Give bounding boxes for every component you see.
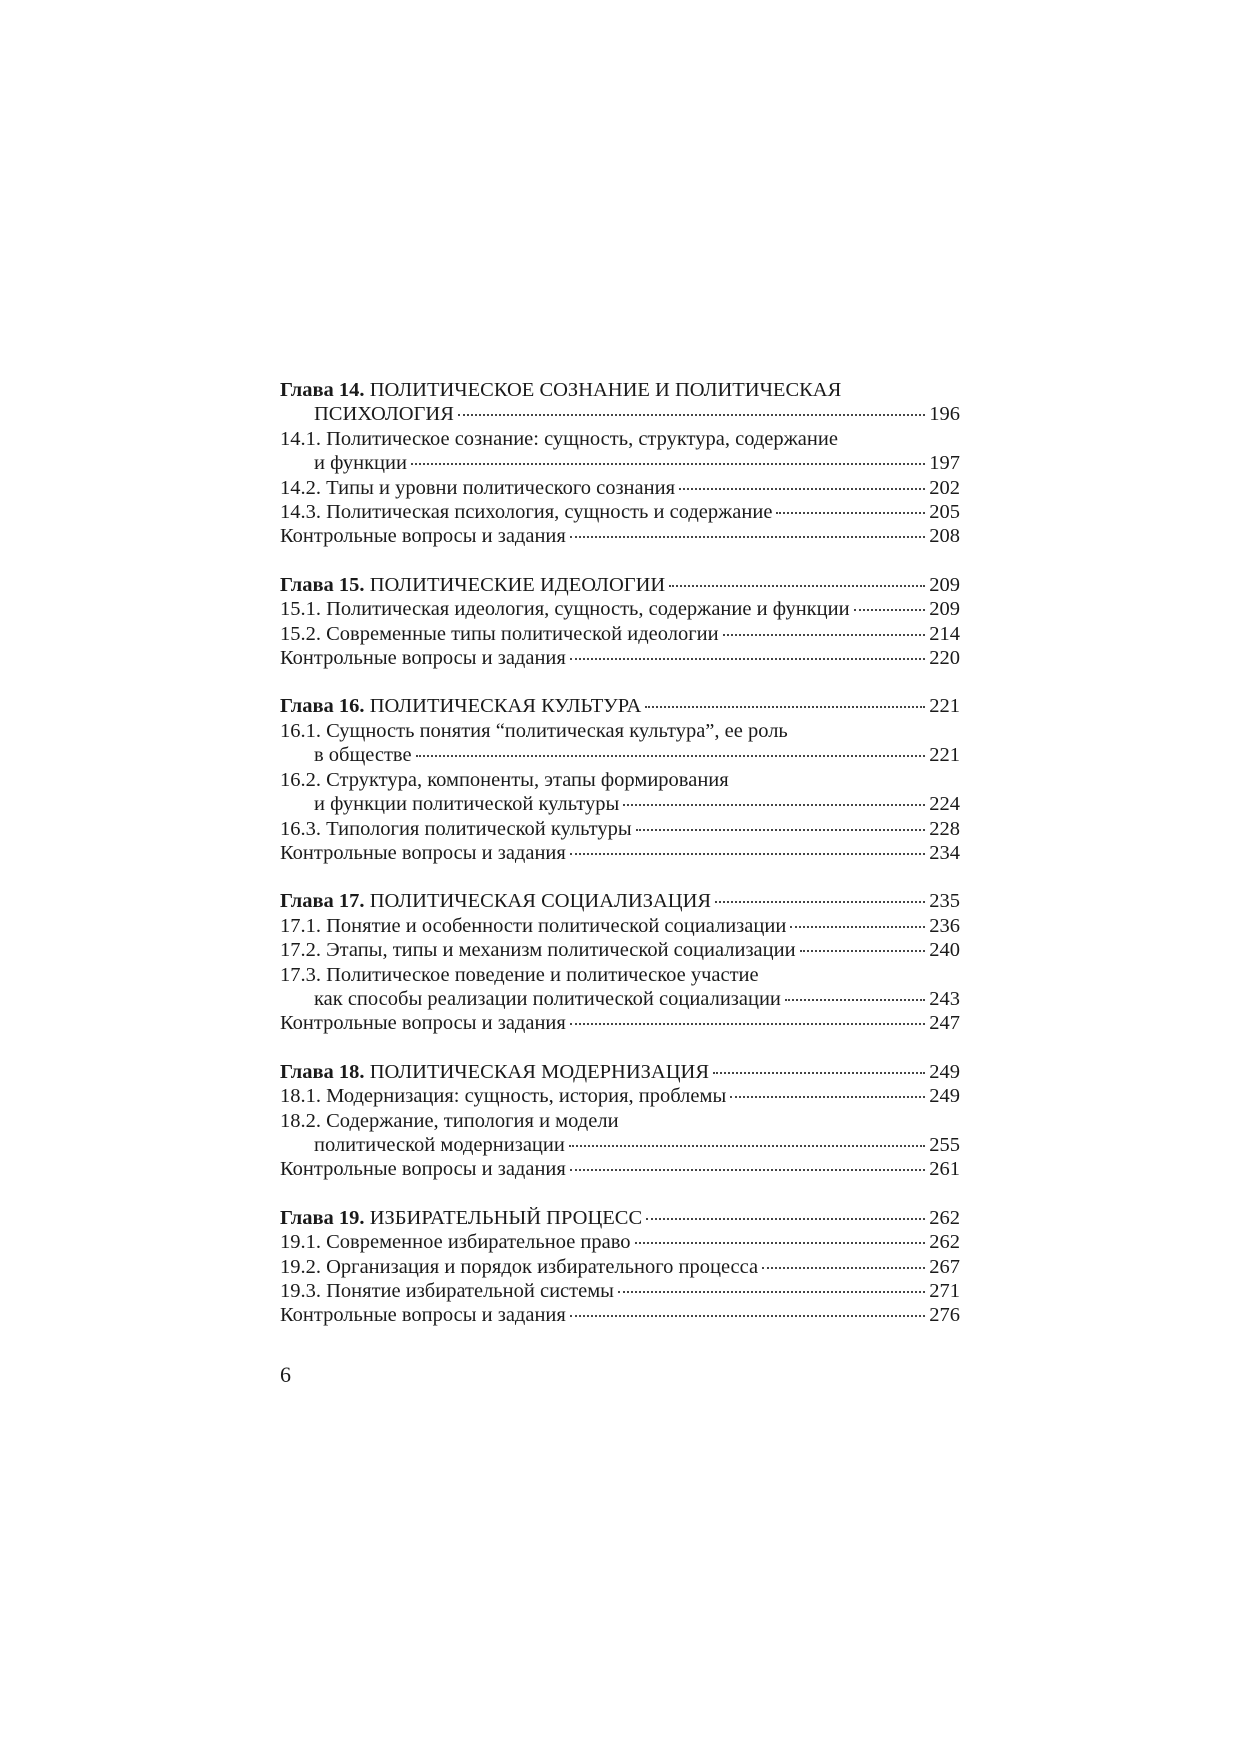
page-ref: 276 [929,1304,960,1327]
entry-title: 19.1. Современное избирательное право [280,1231,631,1254]
toc-entry-text [280,1206,642,1230]
toc-line [280,427,960,451]
dot-leader [618,1291,925,1293]
entry-title: 14.1. Политическое сознание: сущность, структура, содержание [280,427,838,450]
page-ref: 208 [929,525,960,548]
page-ref: 255 [929,1133,960,1156]
toc-line [280,1230,960,1254]
entry-title: 16.1. Сущность понятия “политическая культура”, ее роль [280,719,788,742]
entry-title: 15.1. Политическая идеология, сущность, содержание и функции [280,598,850,621]
chapter-label: Глава 15. [280,573,365,596]
dot-leader [715,901,925,903]
entry-title: 18.2. Содержание, типология и модели [280,1109,619,1132]
page-ref: 220 [929,647,960,670]
toc-entry-text [280,427,838,451]
entry-title: 16.2. Структура, компоненты, этапы формирования [280,768,729,791]
entry-title: и функции политической культуры [314,793,620,816]
toc-entry-text [280,817,632,841]
dot-leader [570,1169,925,1171]
chapter-block [280,1206,960,1328]
dot-leader [570,1315,925,1317]
dot-leader [570,536,925,538]
entry-title: ПОЛИТИЧЕСКОЕ СОЗНАНИЕ И ПОЛИТИЧЕСКАЯ [364,379,842,401]
toc-line [280,597,960,621]
chapter-label: Глава 19. [280,1206,365,1229]
dot-leader [723,634,926,636]
toc-entry-text [280,938,796,962]
page-ref: 214 [929,622,960,645]
toc-line [280,402,960,426]
dot-leader [623,804,925,806]
toc-entry-text [280,1084,726,1108]
toc-entry-text [280,1255,758,1279]
dot-leader [669,585,925,587]
toc-line [280,914,960,938]
toc-line [280,987,960,1011]
toc-entry-text [314,1133,565,1157]
toc-entry-text [314,987,781,1011]
entry-title: ПОЛИТИЧЕСКАЯ СОЦИАЛИЗАЦИЯ [364,890,712,913]
chapter-block [280,573,960,671]
page-number: 6 [280,1362,291,1387]
toc-entry-text [280,1011,566,1035]
page-ref: 243 [929,987,960,1010]
chapter-block [280,889,960,1035]
toc-line [280,1157,960,1181]
toc-line [280,1011,960,1035]
dot-leader [569,1145,925,1147]
dot-leader [790,926,925,928]
toc-line [280,524,960,548]
entry-title: 19.2. Организация и порядок избирательного процесса [280,1255,759,1278]
toc-entry-text [280,914,786,938]
page-ref: 224 [929,793,960,816]
page-ref: 267 [929,1255,960,1278]
toc-entry-text [280,889,711,913]
toc-line [280,1279,960,1303]
page-ref: 247 [929,1012,960,1035]
toc-line [280,938,960,962]
entry-title: 18.1. Модернизация: сущность, история, проблемы [280,1085,727,1108]
page-ref: 202 [929,476,960,499]
toc-entry-text [280,573,665,597]
entry-title: и функции [314,452,407,475]
toc-line [280,1255,960,1279]
dot-leader [854,609,926,611]
toc-line [280,378,960,402]
toc-entry-text [280,694,641,718]
chapter-label: Глава 17. [280,890,365,913]
entry-title: 14.2. Типы и уровни политического сознания [280,476,675,499]
dot-leader [785,999,925,1001]
page-ref: 240 [929,939,960,962]
page-ref: 234 [929,841,960,864]
dot-leader [458,414,925,416]
entry-title: Контрольные вопросы и задания [280,525,566,548]
toc-line [280,719,960,743]
page-ref: 249 [929,1060,960,1083]
dot-leader [776,512,925,514]
toc-line [280,694,960,718]
toc-line [280,500,960,524]
toc-line [280,817,960,841]
toc-line [280,1206,960,1230]
toc-line [280,1084,960,1108]
chapter-label: Глава 18. [280,1060,365,1083]
entry-title: 16.3. Типология политической культуры [280,817,632,840]
entry-title: Контрольные вопросы и задания [280,841,566,864]
toc-entry-text [280,622,719,646]
toc-line [280,768,960,792]
toc-line [280,646,960,670]
toc-entry-text [280,378,841,402]
page-ref: 221 [929,744,960,767]
chapter-label: Глава 14. [280,379,365,401]
toc-line [280,792,960,816]
entry-title: 15.2. Современные типы политической идеологии [280,622,719,645]
table-of-contents [280,378,960,1352]
entry-title: ПСИХОЛОГИЯ [314,403,454,426]
toc-line [280,476,960,500]
dot-leader [800,950,926,952]
toc-line [280,963,960,987]
toc-entry-text [280,500,772,524]
toc-entry-text [314,743,412,767]
toc-line [280,451,960,475]
dot-leader [636,829,926,831]
toc-line [280,743,960,767]
entry-title: в обществе [314,744,412,767]
page-ref: 261 [929,1158,960,1181]
chapter-block [280,378,960,549]
toc-entry-text [280,963,759,987]
toc-entry-text [314,451,407,475]
page-ref: 249 [929,1085,960,1108]
dot-leader [679,488,925,490]
toc-entry-text [280,1230,631,1254]
toc-entry-text [280,1060,709,1084]
dot-leader [570,853,925,855]
toc-entry-text [280,1279,614,1303]
toc-entry-text [280,524,566,548]
toc-entry-text [280,1109,619,1133]
dot-leader [416,755,926,757]
page-ref: 197 [929,452,960,475]
toc-line [280,573,960,597]
toc-entry-text [280,597,850,621]
dot-leader [645,706,925,708]
page-ref: 271 [929,1280,960,1302]
toc-entry-text [280,841,566,865]
page-ref: 196 [929,403,960,426]
page-ref: 262 [929,1206,960,1229]
entry-title: Контрольные вопросы и задания [280,1012,566,1035]
toc-line [280,1133,960,1157]
toc-entry-text [280,646,566,670]
entry-title: Контрольные вопросы и задания [280,1158,566,1181]
chapter-block [280,694,960,865]
dot-leader [646,1218,925,1220]
entry-title: 19.3. Понятие избирательной системы [280,1280,614,1302]
entry-title: политической модернизации [314,1133,565,1156]
dot-leader [411,463,925,465]
toc-entry-text [280,1303,566,1327]
page-ref: 209 [929,573,960,596]
toc-line [280,1109,960,1133]
page-ref: 236 [929,914,960,937]
entry-title: ПОЛИТИЧЕСКИЕ ИДЕОЛОГИИ [364,573,666,596]
dot-leader [762,1267,925,1269]
entry-title: 17.3. Политическое поведение и политическое участие [280,963,759,986]
page-ref: 228 [929,817,960,840]
entry-title: ИЗБИРАТЕЛЬНЫЙ ПРОЦЕСС [364,1206,643,1229]
entry-title: 14.3. Политическая психология, сущность и содержание [280,501,773,524]
page-ref: 205 [929,501,960,524]
toc-entry-text [280,768,729,792]
toc-line [280,889,960,913]
toc-entry-text [280,1157,566,1181]
dot-leader [570,1023,925,1025]
page-ref: 262 [929,1231,960,1254]
page-ref: 221 [929,695,960,718]
chapter-block [280,1060,960,1182]
dot-leader [730,1096,925,1098]
toc-entry-text [280,719,788,743]
entry-title: Контрольные вопросы и задания [280,647,566,670]
dot-leader [635,1242,926,1244]
chapter-label: Глава 16. [280,695,365,718]
toc-line [280,622,960,646]
toc-line [280,1303,960,1327]
toc-entry-text [314,402,454,426]
toc-entry-text [280,476,675,500]
toc-line [280,1060,960,1084]
toc-entry-text [314,792,619,816]
entry-title: как способы реализации политической социализации [314,987,781,1010]
dot-leader [713,1072,925,1074]
page-ref: 235 [929,890,960,913]
entry-title: ПОЛИТИЧЕСКАЯ МОДЕРНИЗАЦИЯ [364,1060,709,1083]
dot-leader [570,658,925,660]
page-ref: 209 [929,598,960,621]
entry-title: ПОЛИТИЧЕСКАЯ КУЛЬТУРА [364,695,642,718]
entry-title: 17.1. Понятие и особенности политической социализации [280,914,787,937]
toc-line [280,841,960,865]
entry-title: Контрольные вопросы и задания [280,1304,566,1327]
entry-title: 17.2. Этапы, типы и механизм политической социализации [280,939,796,962]
